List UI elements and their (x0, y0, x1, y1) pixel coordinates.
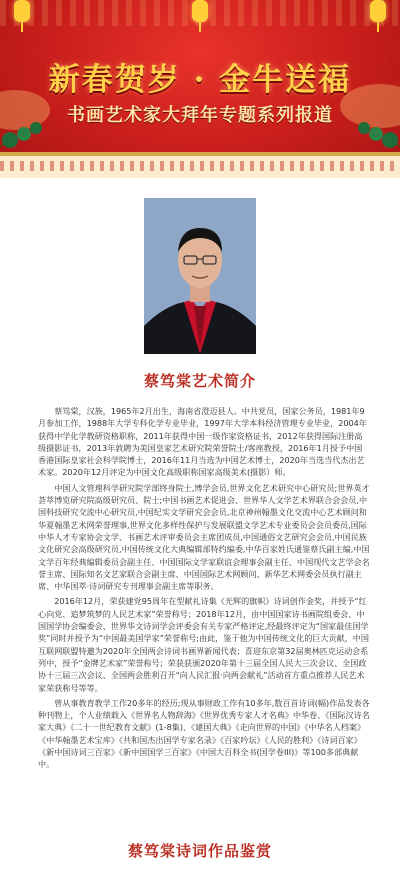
works-section-title: 蔡笃棠诗词作品鉴赏 (127, 842, 272, 860)
pine-branch-icon (354, 116, 400, 152)
bio-paragraph: 蔡笃棠，汉族，1965年2月出生，海南省澄迈县人。中共党员，国家公务员，1981年9月参加工作，1988年大学专科化学专业毕业，1997年大学本科经济管理专业毕业，2004年获得中学化学教研资格职称，2011年获得中国一级作家资格证书，2012年获得国际注册高级摄影证书，2013年敦聘为美国皇家艺术研究院荣誉院士/客座教授，2016年1月授予中国香港国际皇家社会科学院博士，2016年11月当选为中国艺术博士，2020年当选当代杰出艺术家。2020年12月评定为中国文化高级职称国家高级美术(摄影）师。 (38, 406, 367, 478)
pine-branch-icon (0, 116, 46, 152)
portrait-photo (144, 198, 256, 354)
header-banner (0, 0, 400, 178)
profile-section-title: 蔡笃棠艺术简介 (143, 372, 256, 390)
ornament-strip (0, 152, 400, 178)
biography (38, 405, 370, 774)
bio-paragraph: 中国人文管理科学研究院学部终身院士,博学会员,世界文化艺术研究中心研究员;世界英才荟萃博览研究院高级研究员、院士;中国书画艺术促进会、世界华人文学艺术界联合会会员,中国科技研究交流中心研究员,中国纪实文学研究会会员,北京神州翰墨文化交流中心艺术顾问和华夏翰墨艺术网荣誉理事,世界文化多样性保护与发展联盟文学艺术专业委员会会员委员,国际中华人才专家协会文学、书画艺术评审委员会主席团成员,中国通俗文艺研究会会员,中国民族文化研究会高级研究员,中国传统文化大典编辑部特约编委,中华百家姓氏通鉴蔡氏副主编,中国文学百年经典编辑委员会副主任、中国国际文学家联谊会理事会副主任、中国现代文艺学会名誉主席、国际知名文艺家联合会副主席、中国国际艺术网顾问、新华艺术网委会员执行副主席、中华国萃·诗词研究专刊理事会副主席等职务。 (38, 482, 370, 592)
bio-paragraph: 2016年12月，荣获建党95周年在型献礼诗集《光辉的旗帜》诗词创作金奖，并授予“红心向党、追梦筑梦的人民艺术家”荣誉称号；2018年12月，由中国国家诗书画院组委会、中国国学协会编委会、世界华文诗词学会评委会有关专家严格评定,经最终评定为“国家最佳国学奖”同时并授予为“中国最美国学家”荣誉称号;由此，鉴于他为中国传统文化的巨大贡献，中国互联网联盟特邀为2020年全国两会诗词书画界新闻代表；喜迎东京第32届奥林匹克运动会系列中，授予“金牌艺术家”荣誉称号；荣获获颁2020年第十三届全国人民大三次会议、全国政协十三届三次会议、全国两会胜利召开“向人民汇报·向两会献礼”活动首方重点推荐人民艺术家荣获称号等等。 (38, 596, 369, 693)
banner-title: 新春贺岁 · 金牛送福 (48, 62, 352, 98)
lantern-icon (370, 0, 386, 22)
lantern-icon (192, 0, 208, 22)
bio-paragraph: 曾从事教育教学工作20多年的经历;现从事财政工作有10多年,数百首诗词(幅)作品发表各种刊物上，个人业绩载入《世界名人物辞海》《世界优秀专家人才名典》中华卷、《国际汉诗名家大典》《二十一世纪教育文献》(1-8集)、《建国大典》《走向世界的中国》《中华名人档案》《中华翰墨艺术宝库》《共和国杰出国学专家名录》《百家吟坛》《人民的胜利》《诗词百家》《新中国诗词三百家》《新中国国学三百家》《中国大百科全书(国学卷III)》等100多部典献中。 (38, 697, 370, 770)
banner-subtitle: 书画艺术家大拜年专题系列报道 (67, 105, 333, 126)
lantern-icon (14, 0, 30, 22)
